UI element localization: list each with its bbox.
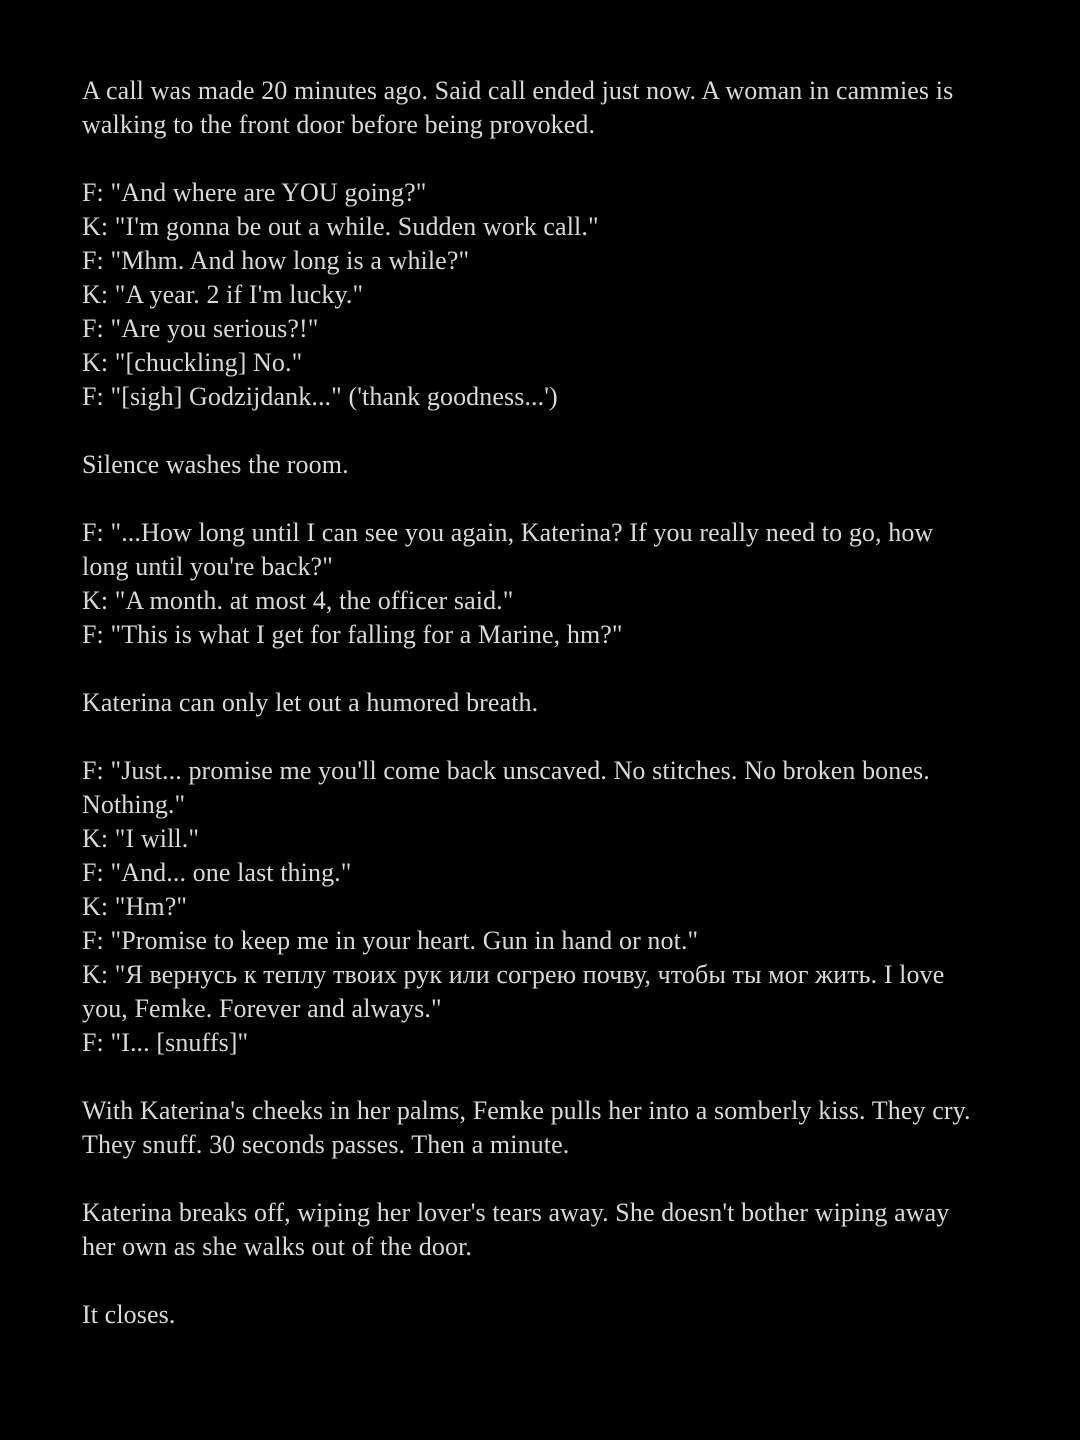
dialogue-line: F: "...How long until I can see you again, Katerina? If you really need to go, how long until you're back?": [82, 518, 934, 581]
narration-paragraph: Silence washes the room.: [82, 450, 349, 479]
dialogue-block: [82, 516, 982, 652]
narration-paragraph: With Katerina's cheeks in her palms, Femke pulls her into a somberly kiss. They cry. They snuff. 30 seconds passes. Then a minute.: [82, 1096, 971, 1159]
dialogue-line: F: "And... one last thing.": [82, 858, 352, 887]
dialogue-line: F: "Mhm. And how long is a while?": [82, 246, 470, 275]
dialogue-line: K: "I will.": [82, 824, 200, 853]
dialogue-line: K: "Я вернусь к теплу твоих рук или согрею почву, чтобы ты мог жить. I love you, Femke. Forever and always.": [82, 960, 945, 1023]
closing-line: It closes.: [82, 1300, 176, 1329]
narration-paragraph: Katerina breaks off, wiping her lover's tears away. She doesn't bother wiping away her own as she walks out of the door.: [82, 1198, 950, 1261]
dialogue-line: K: "A month. at most 4, the officer said.": [82, 586, 514, 615]
dialogue-line: F: "Promise to keep me in your heart. Gun in hand or not.": [82, 926, 699, 955]
story-text: [82, 74, 982, 1366]
dialogue-line: K: "A year. 2 if I'm lucky.": [82, 280, 364, 309]
dialogue-line: F: "[sigh] Godzijdank..." ('thank goodness...'): [82, 382, 558, 411]
dialogue-line: F: "Are you serious?!": [82, 314, 319, 343]
dialogue-line: F: "I... [snuffs]": [82, 1028, 249, 1057]
dialogue-line: K: "I'm gonna be out a while. Sudden work call.": [82, 212, 599, 241]
dialogue-block: [82, 754, 982, 1060]
dialogue-block: [82, 176, 982, 414]
dialogue-line: K: "Hm?": [82, 892, 188, 921]
dialogue-line: F: "Just... promise me you'll come back unscaved. No stitches. No broken bones. Nothing.": [82, 756, 930, 819]
dialogue-line: F: "And where are YOU going?": [82, 178, 427, 207]
narration-paragraph: Katerina can only let out a humored breath.: [82, 688, 539, 717]
dialogue-line: K: "[chuckling] No.": [82, 348, 303, 377]
narration-paragraph: A call was made 20 minutes ago. Said call ended just now. A woman in cammies is walking to the front door before being provoked.: [82, 76, 954, 139]
dialogue-line: F: "This is what I get for falling for a Marine, hm?": [82, 620, 623, 649]
